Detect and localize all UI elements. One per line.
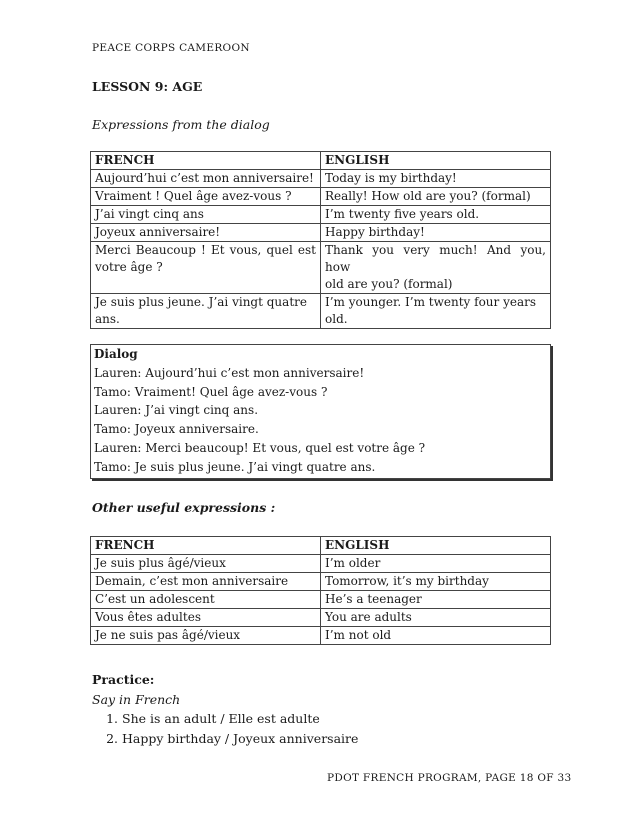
practice-title: Practice: [92,672,155,687]
french-cell: Vraiment ! Quel âge avez-vous ? [91,188,321,206]
english-cell: I’m younger. I’m twenty four years old. [321,294,551,329]
table-row [91,188,551,206]
dialog-line: Tamo: Joyeux anniversaire. [94,422,259,437]
other-expressions-table [90,536,551,645]
column-header-english: ENGLISH [321,152,551,170]
table-row [91,591,551,609]
french-cell: Je ne suis pas âgé/vieux [91,627,321,645]
english-cell: I’m twenty five years old. [321,206,551,224]
dialog-title: Dialog [94,347,138,361]
list-item: 2. Happy birthday / Joyeux anniversaire [122,729,358,749]
dialog-line: Lauren: J’ai vingt cinq ans. [94,403,259,418]
french-cell: Je suis plus âgé/vieux [91,555,321,573]
english-cell: Today is my birthday! [321,170,551,188]
english-cell [321,242,551,294]
english-cell: I’m not old [321,627,551,645]
list-item: 1. She is an adult / Elle est adulte [122,709,358,729]
table-row [91,206,551,224]
english-cell: I’m older [321,555,551,573]
table-row [91,573,551,591]
column-header-english: ENGLISH [321,537,551,555]
table-row [91,242,551,294]
french-cell: Joyeux anniversaire! [91,224,321,242]
english-cell: Tomorrow, it’s my birthday [321,573,551,591]
expressions-table [90,151,551,329]
expressions-section-title: Expressions from the dialog [92,117,270,132]
english-cell: You are adults [321,609,551,627]
table-row [91,627,551,645]
dialog-box [90,344,551,479]
french-cell-line: votre âge ? [95,260,163,274]
french-cell: C’est un adolescent [91,591,321,609]
dialog-line: Tamo: Vraiment! Quel âge avez-vous ? [94,384,328,399]
table-row [91,224,551,242]
french-cell: Je suis plus jeune. J’ai vingt quatre ans. [91,294,321,329]
dialog-line: Lauren: Aujourd’hui c’est mon anniversaire! [94,365,365,380]
dialog-line: Tamo: Je suis plus jeune. J’ai vingt quatre ans. [94,459,376,474]
french-cell: Vous êtes adultes [91,609,321,627]
organization-header: PEACE CORPS CAMEROON [92,42,250,54]
table-header-row [91,537,551,555]
table-row [91,170,551,188]
table-row [91,609,551,627]
english-cell: He’s a teenager [321,591,551,609]
practice-list [92,709,358,749]
lesson-title: LESSON 9: AGE [92,79,203,94]
french-cell: Aujourd’hui c’est mon anniversaire! [91,170,321,188]
dialog-line: Lauren: Merci beaucoup! Et vous, quel est votre âge ? [94,440,426,455]
other-expressions-title: Other useful expressions : [92,500,276,515]
english-cell-line: old are you? (formal) [325,277,453,291]
table-row [91,555,551,573]
table-header-row [91,152,551,170]
french-cell: Demain, c’est mon anniversaire [91,573,321,591]
table-row [91,294,551,329]
practice-subtitle: Say in French [92,692,181,707]
french-cell [91,242,321,294]
french-cell-line: Merci Beaucoup ! Et vous, quel est [95,243,316,257]
english-cell: Happy birthday! [321,224,551,242]
english-cell: Really! How old are you? (formal) [321,188,551,206]
french-cell: J’ai vingt cinq ans [91,206,321,224]
english-cell-line: Thank you very much! And you, how [325,243,546,274]
column-header-french: FRENCH [91,152,321,170]
column-header-french: FRENCH [91,537,321,555]
page-footer: PDOT FRENCH PROGRAM, PAGE 18 OF 33 [327,772,572,784]
